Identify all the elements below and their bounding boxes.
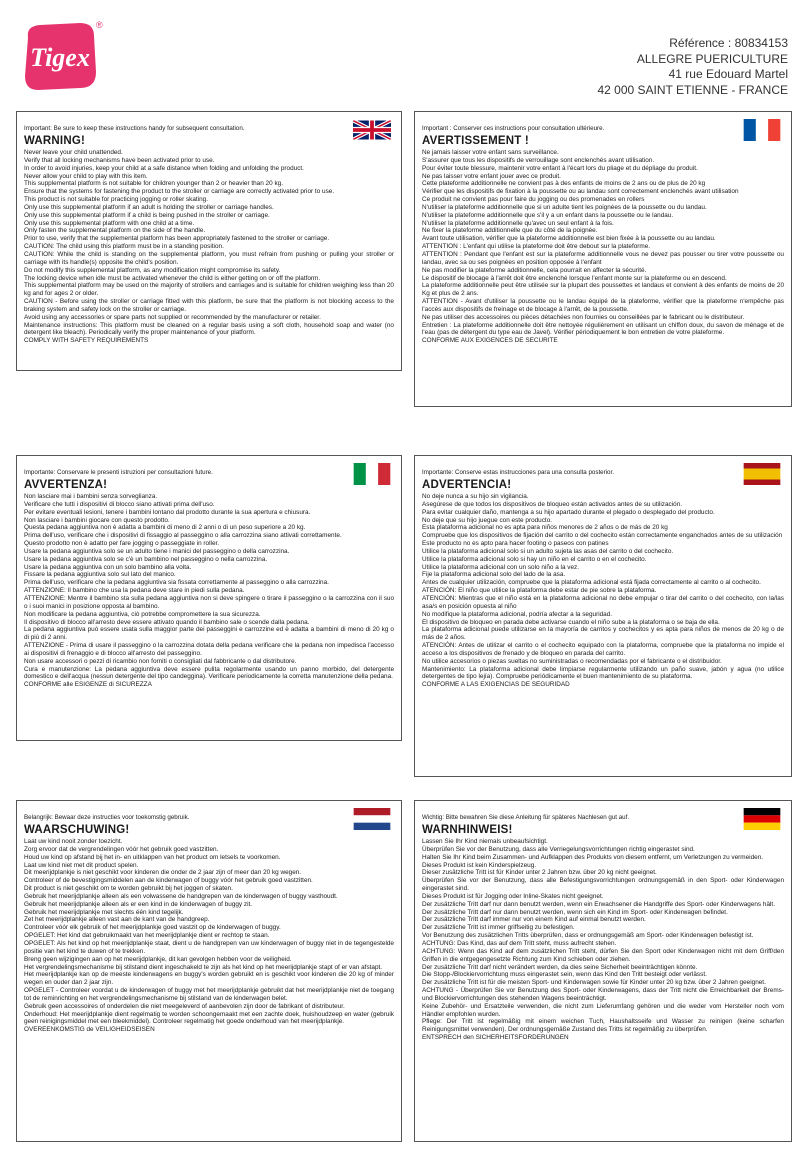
company-name: ALLEGRE PUERICULTURE [636,51,788,66]
warning-line: Ce produit ne convient pas pour faire du jogging ou des promenades en rollers [422,196,645,204]
warning-line: Per evitare eventuali lesioni, tenere i bambini lontano dal prodotto durante la sua apertura e chiusura. [24,508,311,516]
warning-line: Halten Sie Ihr Kind beim Zusammen- und Aufklappen des Produkts von diesem entfernt, um Verletzungen zu vermeiden. [422,853,764,861]
warning-line: Fissare la pedana aggiuntiva solo sul lato del manico. [24,571,176,579]
conformity-statement: ENTSPRECH den SICHERHEITSFORDERUNGEN [422,1034,569,1042]
warning-line: Non modificare la pedana aggiuntiva, ciò potrebbe compromettere la sua sicurezza. [24,610,261,618]
panel-it [16,455,402,741]
warning-line: Do not modify this supplemental platform, as any modification might compromise its safety. [24,266,281,274]
important-note: Wichtig: Bitte bewahren Sie diese Anleitung für späteres Nachlesen gut auf. [422,814,630,821]
warning-line: Onderhoud: Het meerijdplankje dient regelmatig te worden schoongemaakt met een zachte doek, huishoudzeep en water (gebruik geen reinigingsmiddel met een bleekmiddel). Controleer regelmatig het goede onderhoud van het meerijdplankje. [24,1010,394,1026]
warning-line: Ne pas modifier la plateforme additionnelle, cela pourrait en affecter la sécurité. [422,266,647,274]
warning-line: La pedana aggiuntiva può essere usata sulla maggior parte dei passeggini e carrozzine ed è adatta a bambini di meno di 20 kg o di più di 2 anni. [24,626,394,642]
panel-en [16,111,402,371]
warning-line: ATTENZIONE: Mentre il bambino sta sulla pedana aggiuntiva non si deve spingere o tirare il passeggino o la carrozzina con il suo o i suoi manici in posizione opposta al bambino. [24,594,394,610]
warning-line: ATENCIÓN: Antes de utilizar el carrito o el cochecito equipado con la plataforma, compruebe que la plataforma no impide el acceso a los dispositivos de frenado y de bloqueo en parada del carrito. [422,642,784,657]
warning-line: Esta plataforma adicional no es apta para niños menores de 2 años o de más de 20 kg [422,524,668,532]
conformity-statement: CONFORME AUX EXIGENCES DE SECURITE [422,337,558,345]
warning-line: Compruebe que los dispositivos de fijación del carrito o del cochecito están correctamente enganchados antes de su utilización [422,532,783,540]
warning-line: Der zusätzliche Tritt darf nur dann benutzt werden, wenn ein Erwachsener die Handgriffe des Sport- oder Kinderwagens hält. [422,900,775,908]
netherlands-flag-icon [353,808,391,830]
germany-flag-icon [743,808,781,830]
warning-line: Usare la pedana aggiuntiva solo se un adulto tiene i manici del passeggino o della carrozzina. [24,547,290,555]
warning-line: ATTENTION - Avant d'utiliser la poussette ou le landau équipé de la plateforme, vérifier que la plateforme n'empêche pas l'accès aux dispositifs de freinage et de blocage à l'arrêt, de la poussette. [422,298,784,313]
spain-flag-icon [743,463,781,485]
warning-line: Avoid using any accessories or spare parts not supplied or recommended by the manufacturer or retailer. [24,313,321,321]
warning-line: CAUTION - Before using the stroller or carriage fitted with this platform, be sure that the platform is not blocking access to the braking system and safety lock on the stroller or carriage. [24,298,394,313]
conformity-statement: OVEREENKOMSTIG de VEILIGHEIDSEISEN [24,1026,155,1034]
city-line: 42 000 SAINT ETIENNE - FRANCE [597,82,788,97]
warning-line: Der zusätzliche Tritt darf immer nur von einem Kind auf einmal benutzt werden. [422,916,646,924]
warning-line: Non lasciare i bambini giocare con questo prodotto. [24,516,170,524]
warning-line: CAUTION: The child using this platform must be in a standing position. [24,243,224,251]
warning-line: ACHTUNG: Das Kind, das auf dem Tritt steht, muss aufrecht stehen. [422,939,617,947]
italy-flag-icon [353,463,391,485]
warning-line: Pour éviter toute blessure, maintenir votre enfant à l'écart lors du pliage et du dépliage du produit. [422,164,698,172]
warning-heading: WARNING! [24,135,86,147]
warning-line: OPGELET - Controleer voordat u de kinderwagen of buggy met het meerijdplankje gebruikt dat het meerijdplankje niet de toegang tot de reminrichting en het vergrendelingsmechanisme bij stilstand van de kinderwagen belet. [24,987,394,1002]
conformity-statement: CONFORME alle ESIGENZE di SICUREZZA [24,681,152,689]
warning-line: ACHTUNG: Wenn das Kind auf dem zusätzlichen Tritt steht, dürfen Sie den Sport oder Kinderwagen nicht mit dem Griff/den Griffen in die entgegengesetzte Richtung zum Kind schieben oder ziehen. [422,947,784,963]
warning-line: ACHTUNG - Überprüfen Sie vor Benutzung des Sport- oder Kinderwagens, dass der Tritt nicht die Erreichbarkeit der Brems- und Blockiervorrichtungen des stehenden Wagens beeinträchtigt. [422,987,784,1002]
warning-line: The locking device when idle must be activated whenever the child is either getting on or off the platform. [24,274,321,282]
warning-line: ATTENTION : Pendant que l'enfant est sur la plateforme additionnelle vous ne devez pas pousser ou tirer votre poussette ou landau, avec sa ou ses poignées en position opposée à l'enfant [422,250,784,266]
warning-list [422,838,784,1034]
warning-line: Asegúrese de que todos los dispositivos de bloqueo están activados antes de su utilización. [422,500,683,508]
warning-heading: AVVERTENZA! [24,479,108,491]
warning-line: S'assurer que tous les dispositifs de verrouillage sont enclenchés avant utilisation. [422,156,655,164]
warning-line: Fije la plataforma adicional solo del lado de la asa. [422,571,566,579]
warning-line: No deje nunca a su hijo sin vigilancia. [422,493,529,500]
warning-line: Verificare che tutti i dispositivi di blocco siano attivati prima dell'uso. [24,500,215,508]
warning-line: Zet het meerijdplankje alleen vast aan de kant van de handgreep. [24,916,210,924]
warning-line: This supplemental platform may be used on the majority of strollers and carriages and is suitable for children weighing less than 20 kg and for ages 2 or older. [24,282,394,298]
important-note: Belangrijk: Bewaar deze instructies voor toekomstig gebruik. [24,814,190,821]
warning-line: No utilice accesorios o piezas sueltas no suministradas o recomendadas por el fabricante o el distribuidor. [422,657,722,665]
warning-line: N'utiliser la plateforme additionnelle que s'il y a un enfant dans la poussette ou le landau. [422,211,674,219]
warning-line: Entretien : La plateforme additionnelle doit être nettoyée régulièrement en utilisant un chiffon doux, du savon de ménage et de l'eau (pas de détergent du type eau de Javel). Vérifier périodiquement le bon entretien de votre plateforme. [422,321,784,337]
warning-line: N'utiliser la plateforme additionnelle que si un adulte tient les poignées de la poussette ou du landau. [422,203,707,211]
warning-line: Dieser zusätzliche Tritt ist für Kinder unter 2 Jahren bzw. über 20 kg nicht geeignet. [422,869,657,877]
svg-text:®: ® [96,20,103,30]
warning-line: Non usare accessori o pezzi di ricambio non forniti o consigliati dal fabbricante o dal distributore. [24,657,297,665]
warning-line: In order to avoid injuries, keep your child at a safe distance when folding and unfolding the product. [24,164,304,172]
warning-heading: WAARSCHUWING! [24,824,130,836]
warning-line: Überprüfen Sie vor der Benutzung, dass alle Befestigungsvorrichtungen ordnungsgemäß in den Sport- oder Kinderwagen eingerastet sind. [422,877,784,893]
warning-list [24,149,394,337]
warning-line: Dieses Produkt ist für Jogging oder Inline-Skates nicht geeignet. [422,892,604,900]
warning-line: Gebruik het meerijdplankje met slechts één kind tegelijk. [24,908,184,916]
warning-line: This product is not suitable for practicing jogging or roller skating. [24,196,208,204]
warning-line: Ne jamais laisser votre enfant sans surveillance. [422,149,559,156]
warning-line: OPGELET: Als het kind op het meerijdplankje staat, dient u de handgrepen van uw kinderwagen of buggy niet in de tegengestelde positie van het kind te duwen of te trekken. [24,939,394,955]
warning-line: Gebruik geen accessoires of onderdelen die niet meegeleverd of aanbevolen zijn door de fabrikant of distributeur. [24,1002,345,1010]
warning-line: OPGELET: Het kind dat gebruikmaakt van het meerijdplankje dient er rechtop te staan. [24,932,270,940]
warning-line: No deje que su hijo juegue con este producto. [422,516,553,524]
warning-line: Die Stopp-/Blockiervorrichtung muss eingerastet sein, wenn das Kind den Tritt besteigt oder verlässt. [422,971,707,979]
warning-line: La plataforma adicional puede utilizarse en la mayoría de carritos y cochecitos y es apta para niños de menos de 20 kg o de más de 2 años. [422,626,784,642]
warning-line: Usare la pedana aggiuntiva solo se c'è un bambino nel passeggino o nella carrozzina. [24,555,268,563]
warning-line: ATTENZIONE - Prima di usare il passeggino o la carrozzina dotata della pedana verificare che la pedana non impedisca l'accesso ai dispositivi di frenaggio e di blocco all'arresto del passeggino. [24,642,394,657]
warning-line: Questa pedana aggiuntiva non è adatta a bambini di meno di 2 anni o di un peso superiore a 20 kg. [24,524,306,532]
warning-line: Maintenance instructions: This platform must be cleaned on a regular basis using a soft cloth, household soap and water (no detergent like bleach). Periodically verify the proper maintenance of your platform. [24,321,394,337]
warning-line: Zorg ervoor dat de vergrendelingen vóór het gebruik goed vastzitten. [24,845,219,853]
warning-line: Only use this supplemental platform if a child is being pushed in the stroller or carriage. [24,211,270,219]
warning-line: Prima dell'uso, verificare che i dispositivi di fissaggio al passeggino o alla carrozzina siano attivati correttamente. [24,532,342,540]
warning-line: Only use this supplemental platform if an adult is holding the stroller or carriage handles. [24,203,274,211]
warning-line: ATTENZIONE: Il bambino che usa la pedana deve stare in piedi sulla pedana. [24,587,245,595]
warning-line: Dieses Produkt ist kein Kinderspielzeug. [422,861,537,869]
warning-line: Lassen Sie Ihr Kind niemals unbeaufsichtigt. [422,838,548,845]
important-note: Importante: Conserve estas instrucciones para una consulta posterior. [422,469,614,476]
warning-line: Questo prodotto non è adatto per fare jogging o passeggiate in roller. [24,540,220,548]
warning-line: Never allow your child to play with this item. [24,172,148,180]
warning-line: Controleer of de bevestigingsmiddelen aan de kinderwagen of buggy vóór het gebruik goed vastzitten. [24,877,313,885]
warning-line: Laat uw kind niet met dit product spelen. [24,861,139,869]
warning-line: ATTENTION : L'enfant qui utilise la plateforme doit être debout sur la plateforme. [422,243,651,251]
warning-line: Only use this supplemental platform with one child at a time. [24,219,195,227]
warning-heading: ADVERTENCIA! [422,479,512,491]
warning-line: Der zusätzliche Tritt ist immer griffseitig zu befestigen. [422,924,575,932]
warning-line: Prima dell'uso, verificare che la pedana aggiuntiva sia fissata correttamente al passeggino o alla carrozzina. [24,579,329,587]
warning-line: Ne pas utiliser des accessoires ou pièces détachées non fournies ou conseillées par le fabricant ou le distributeur. [422,313,745,321]
panel-fr [414,111,792,407]
panel-de [414,800,792,1142]
svg-text:Tigex: Tigex [30,43,90,72]
warning-line: Laat uw kind nooit zonder toezicht. [24,838,123,845]
warning-line: Antes de cualquier utilización, compruebe que la plataforma adicional está fijada correctamente al carrito o al cochecito. [422,579,761,587]
warning-line: Überprüfen Sie vor der Benutzung, dass alle Verriegelungsvorrichtungen richtig eingerastet sind. [422,845,695,853]
warning-line: Avant toute utilisation, vérifier que la plateforme additionnelle est bien fixée à la poussette ou au landau. [422,235,716,243]
warning-line: Este producto no es apto para hacer footing o paseos con patines [422,540,609,548]
warning-line: Le dispositif de blocage à l'arrêt doit être enclenché lorsque l'enfant monte sur la plateforme ou en descend. [422,274,727,282]
warning-line: Cette plateforme additionnelle ne convient pas à des enfants de moins de 2 ans ou de plus de 20 kg [422,180,706,188]
warning-line: Pflege: Der Tritt ist regelmäßig mit einem weichen Tuch, Haushaltsseife und Wasser zu reinigen (keine scharfen Reinigungsmittel verwenden). Der ordnungsgemäße Zustand des Tritts ist regelmäßig zu überprüfen. [422,1018,784,1034]
warning-line: Gebruik het meerijdplankje alleen als een volwassene de handgrepen van de kinderwagen of buggy vasthoudt. [24,892,338,900]
warning-line: Ne fixer la plateforme additionnelle que du côté de la poignée. [422,227,598,235]
warning-line: Never leave your child unattended. [24,149,123,156]
warning-line: N'utiliser la plateforme additionnelle qu'avec un seul enfant à la fois. [422,219,614,227]
important-note: Important: Be sure to keep these instructions handy for subsequent consultation. [24,125,245,132]
warning-line: Der zusätzliche Tritt darf nicht verändert werden, da dies seine Sicherheit beeinträchtigen könnte. [422,963,698,971]
warning-line: Utilice la plataforma adicional solo si un adulto sujeta las asas del carrito o del cochecito. [422,547,674,555]
company-address [598,36,789,98]
warning-line: ATENCIÓN: Mientras que el niño está en la plataforma adicional no debe empujar o tirar del carrito o del cochecito, con la/las asa/s en posición opuesta al niño [422,594,784,610]
warning-line: La plateforme additionnelle peut être utilisée sur la plupart des poussettes et landaus et convient à des enfants de moins de 20 Kg et plus de 2 ans. [422,282,784,298]
warning-line: Der zusätzliche Tritt darf nur dann benutzt werden, wenn sich ein Kind im Sport- oder Kinderwagen befindet. [422,908,728,916]
warning-line: Vérifier que les dispositifs de fixation à la poussette ou au landau sont correctement enclenchés avant utilisation [422,188,739,196]
warning-line: Houd uw kind op afstand bij het in- en uitklappen van het product om letsels te voorkomen. [24,853,281,861]
warning-line: Breng geen wijzigingen aan op het meerijdplankje, dit kan gevolgen hebben voor de veiligheid. [24,955,292,963]
important-note: Important : Conserver ces instructions pour consultation ultérieure. [422,125,605,132]
reference-line: Référence : 80834153 [669,36,788,50]
panel-es [414,455,792,777]
important-note: Importante: Conservare le presenti istruzioni per consultazioni future. [24,469,213,476]
warning-line: ATENCIÓN: El niño que utilice la plataforma debe estar de pie sobre la plataforma. [422,587,657,595]
warning-list [422,149,784,337]
warning-line: Der zusätzliche Tritt ist für die meisten Sport- und Kinderwagen sowie für Kinder unter 20 kg bzw. über 2 Jahren geeignet. [422,979,766,987]
france-flag-icon [743,119,781,141]
warning-line: Mantenimiento: La plataforma adicional debe limpiarse regularmente utilizando un paño suave, jabón y agua (no utilice detergentes de tipo lejía). Compruebe periódicamente el buen mantenimiento de su plataforma. [422,665,784,681]
street-line: 41 rue Edouard Martel [668,67,788,81]
warning-line: Dit product is niet geschikt om te worden gebruikt bij het joggen of skaten. [24,885,233,893]
warning-list [24,838,394,1026]
panel-nl [16,800,402,1142]
warning-line: Only fasten the supplemental platform on the side of the handle. [24,227,206,235]
warning-heading: WARNHINWEIS! [422,824,513,836]
warning-line: Gebruik het meerijdplankje alleen als er een kind in de kinderwagen of buggy zit. [24,900,253,908]
warning-line: This supplemental platform is not suitable for children younger than 2 or heavier than 20 kg. [24,180,283,188]
warning-line: Non lasciare mai i bambini senza sorveglianza. [24,493,158,500]
warning-line: Controleer vóór elk gebruik of het meerijdplankje goed vastzit op de kinderwagen of buggy. [24,924,281,932]
warning-line: Utilice la plataforma adicional con un solo niño a la vez. [422,563,580,571]
warning-line: Ensure that the systems for fastening the product to the stroller or carriage are correctly activated prior to use. [24,188,335,196]
conformity-statement: COMPLY WITH SAFETY REQUIREMENTS [24,337,149,345]
warning-line: No modifique la plataforma adicional, podría afectar a la seguridad. [422,610,613,618]
warning-line: Vor Benutzung des zusätzlichen Tritts überprüfen, dass er ordnungsgemäß am Sport- oder Kinderwagen befestigt ist. [422,932,754,940]
warning-list [24,493,394,681]
warning-line: Verify that all locking mechanisms have been activated prior to use. [24,156,215,164]
warning-line: Het meerijdplankje kan op de meeste kinderwagens en buggy's worden gebruikt en is geschikt voor kinderen die 20 kg of minder wegen en ouder dan 2 jaar zijn. [24,971,394,987]
warning-line: Het vergrendelingsmechanisme bij stilstand dient ingeschakeld te zijn als het kind op het meerijdplankje stapt of er van afstapt. [24,963,383,971]
warning-line: Prior to use, verify that the supplemental platform has been appropriately fastened to the stroller or carriage. [24,235,330,243]
warning-line: CAUTION: While the child is standing on the supplemental platform, you must refrain from pushing or pulling your stroller or carriage with its handle(s) opposite the child's position. [24,250,394,266]
warning-line: Il dispositivo di blocco all'arresto deve essere attivato quando il bambino sale o scende dalla pedana. [24,618,310,626]
warning-line: El dispositivo de bloqueo en parada debe activarse cuando el niño sube a la plataforma o se baja de ella. [422,618,720,626]
warning-line: Usare la pedana aggiuntiva con un solo bambino alla volta. [24,563,192,571]
warning-line: Para evitar cualquier daño, mantenga a su hijo apartado durante el plegado o desplegado del producto. [422,508,715,516]
warning-line: Utilice la plataforma adicional solo si hay un niño en el carrito o en el cochecito. [422,555,647,563]
tigex-logo [20,20,103,95]
warning-line: Keine Zubehör- und Ersatzteile verwenden, die nicht zum Lieferumfang gehören und die weder vom Hersteller noch vom Händler empfohlen wurden. [422,1002,784,1018]
warning-heading: AVERTISSEMENT ! [422,135,529,147]
uk-flag-icon [353,119,391,141]
conformity-statement: CONFORME A LAS EXIGENCIAS DE SEGURIDAD [422,681,570,689]
warning-line: Cura e manutenzione: La pedana aggiuntiva deve essere pulita regolarmente usando un panno morbido, del detergente domestico e dell'acqua (nessun detergente del tipo candeggina). Verificare periodicamente la corretta manutenzione della pedana. [24,665,394,681]
warning-line: Dit meerijdplankje is niet geschikt voor kinderen die onder de 2 jaar zijn of meer dan 20 kg wegen. [24,869,302,877]
warning-list [422,493,784,681]
warning-line: Ne pas laisser votre enfant jouer avec ce produit. [422,172,561,180]
